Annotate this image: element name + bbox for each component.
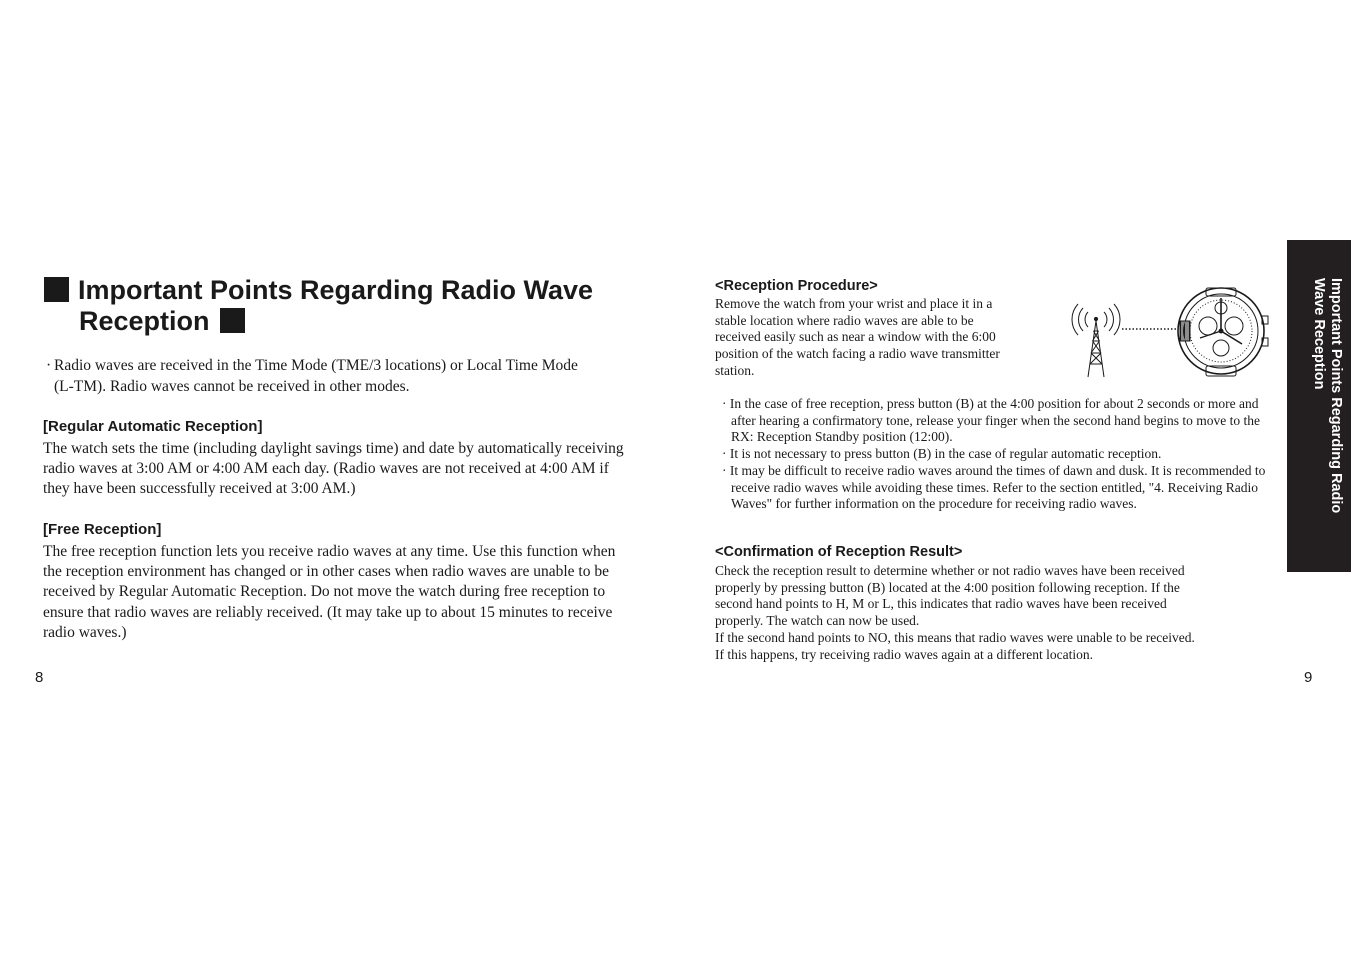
side-tab-line-1: Important Points Regarding Radio bbox=[1328, 278, 1344, 514]
reception-illustration bbox=[1066, 286, 1271, 381]
side-section-tab bbox=[1287, 240, 1351, 572]
square-bullet-icon bbox=[220, 308, 245, 333]
side-tab-line-2: Wave Reception bbox=[1311, 278, 1327, 390]
list-item: · It is not necessary to press button (B) in the case of regular automatic reception. bbox=[722, 446, 1162, 462]
confirmation-text bbox=[715, 563, 1195, 663]
procedure-notes bbox=[722, 396, 1282, 513]
section-heading-regular: [Regular Automatic Reception] bbox=[43, 418, 263, 435]
page-number-right: 9 bbox=[1304, 669, 1313, 686]
procedure-line: Remove the watch from your wrist and place it in a bbox=[715, 296, 993, 311]
confirmation-line: properly. The watch can now be used. bbox=[715, 613, 920, 629]
intro-line-1: Radio waves are received in the Time Mode (TME/3 locations) or Local Time Mode bbox=[54, 357, 578, 374]
radio-tower-icon bbox=[1072, 304, 1120, 377]
title-line-1 bbox=[44, 275, 664, 306]
intro-line-2: (L-TM). Radio waves cannot be received in other modes. bbox=[54, 378, 410, 395]
section-body-free: The free reception function lets you receive radio waves at any time. Use this function when the reception environment has changed or in other cases when radio waves are unable to be received by Regular Automatic Reception. Do not move the watch during free reception to ensure that radio waves are reliably received. (It may take up to about 15 minutes to receive radio waves.) bbox=[43, 543, 616, 641]
confirmation-line: Check the reception result to determine whether or not radio waves have been received bbox=[715, 563, 1185, 578]
title-line-2 bbox=[44, 306, 664, 337]
intro-bullet: · bbox=[46, 357, 52, 374]
procedure-text bbox=[715, 296, 1000, 380]
intro-paragraph bbox=[46, 355, 631, 397]
list-item: · It may be difficult to receive radio waves around the times of dawn and dusk. It is recommended to receive radio waves while avoiding these times. Refer to the section entitled, "4. Receiving Radio Waves" for further information on the procedure for receiving radio waves. bbox=[722, 462, 1266, 512]
confirmation-line: second hand points to H, M or L, this indicates that radio waves have been received bbox=[715, 596, 1167, 612]
confirmation-line: If the second hand points to NO, this means that radio waves were unable to be received. bbox=[715, 629, 1195, 645]
section-heading-free: [Free Reception] bbox=[43, 521, 162, 538]
procedure-line: stable location where radio waves are able to be bbox=[715, 312, 974, 328]
watch-icon bbox=[1178, 288, 1268, 376]
procedure-line: position of the watch facing a radio wave transmitter bbox=[715, 346, 1000, 362]
procedure-line: station. bbox=[715, 362, 755, 378]
list-item: · In the case of free reception, press button (B) at the 4:00 position for about 2 seconds or more and after hearing a confirmatory tone, release your finger when the second hand begins to move to the RX: Reception Standby position (12:00). bbox=[722, 396, 1260, 445]
procedure-line: received easily such as near a window with the 6:00 bbox=[715, 329, 996, 345]
confirmation-line: If this happens, try receiving radio waves again at a different location. bbox=[715, 646, 1093, 662]
side-tab-label bbox=[1294, 278, 1344, 568]
confirmation-heading: <Confirmation of Reception Result> bbox=[715, 544, 963, 560]
section-body-regular: The watch sets the time (including daylight savings time) and date by automatically receiving radio waves at 3:00 AM or 4:00 AM each day. (Radio waves are not received at 4:00 AM if they have been successfully received at 3:00 AM.) bbox=[43, 440, 624, 498]
title-text-1: Important Points Regarding Radio Wave bbox=[78, 275, 594, 305]
title-text-2: Reception bbox=[79, 306, 210, 336]
square-bullet-icon bbox=[44, 277, 69, 302]
page-number-left: 8 bbox=[35, 669, 44, 686]
procedure-heading: <Reception Procedure> bbox=[715, 278, 878, 294]
confirmation-line: properly by pressing button (B) located at the 4:00 position following reception. If the bbox=[715, 579, 1180, 595]
page-title bbox=[44, 275, 664, 337]
